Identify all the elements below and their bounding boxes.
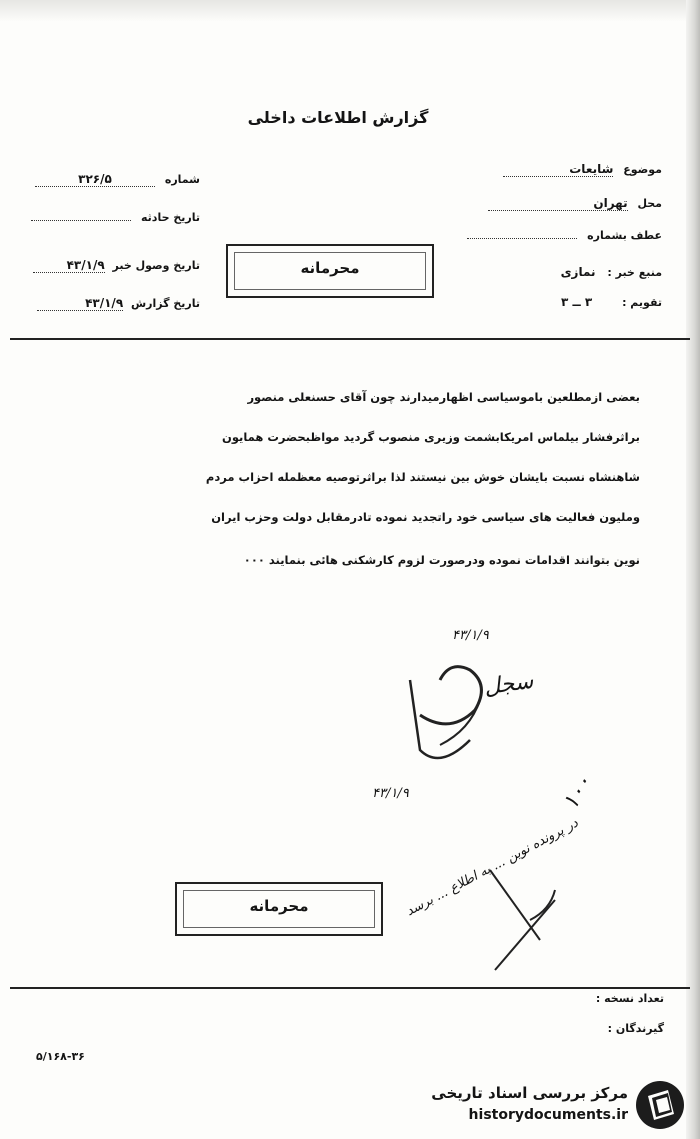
- field-calendar-label: تقویم :: [622, 296, 662, 309]
- field-receipt-date: [24, 258, 200, 273]
- field-calendar: [561, 295, 662, 309]
- field-reference-label: عطف بشماره: [587, 229, 662, 242]
- report-title: گزارش اطلاعات داخلی: [247, 108, 429, 127]
- body-line-1: بعضی ازمطلعین باموسیاسی اظهارمیدارند چون آقای حسنعلی منصور: [247, 390, 640, 404]
- field-source-label: منبع خبر :: [607, 266, 662, 279]
- annotation-handwritten-note: در پرونده نوین ... به اطلاع ... برسد: [403, 815, 581, 920]
- field-number-label: شماره: [164, 173, 200, 186]
- field-incident-date: [24, 211, 200, 224]
- annotation-date-2: ۴۳/۱/۹: [372, 786, 409, 801]
- handwritten-signature: [380, 640, 700, 980]
- body-line-5: نوین بتوانند اقدامات نموده ودرصورت لزوم کارشکنی هائی بنمایند ۰۰۰: [243, 553, 640, 567]
- stamp-label: محرمانه: [300, 259, 360, 277]
- field-report-date-label: تاریخ گزارش: [130, 297, 200, 310]
- body-line-3: شاهنشاه نسبت بایشان خوش بین نیستند لذا براثرتوصیه معظمله احزاب مردم: [205, 470, 640, 484]
- field-calendar-value: ۳ ــ ۳: [561, 295, 593, 309]
- copies-label: تعداد نسخه :: [595, 992, 664, 1005]
- body-line-4: وملیون فعالیت های سیاسی خود راتجدید نموده تادرمقابل دولت وحزب ایران: [211, 510, 640, 524]
- annotation-note-2: ۱۰۰: [558, 770, 598, 815]
- field-subject: [503, 162, 662, 177]
- field-report-date-value: ۴۳/۱/۹: [85, 296, 124, 310]
- brand-url: historydocuments.ir: [468, 1107, 628, 1123]
- field-location-value: تهران: [593, 196, 628, 210]
- field-source: [561, 265, 662, 279]
- field-reference: [467, 229, 662, 242]
- stamp-label-bottom: محرمانه: [249, 897, 309, 915]
- field-subject-label: موضوع: [623, 163, 662, 176]
- annotation-date-1: ۴۳/۱/۹: [452, 628, 489, 643]
- body-line-2: براثرفشار بیلماس امریکابشمت وزیری منصوب گردید مواظبحضرت همایون: [222, 430, 640, 444]
- document-code: ۵/۱۶۸-۳۶: [36, 1050, 85, 1063]
- field-report-date: [24, 296, 200, 311]
- field-number: [24, 172, 200, 187]
- field-subject-value: شایعات: [569, 162, 614, 176]
- brand-logo-icon: [634, 1078, 686, 1132]
- annotation-note-1: سجل: [482, 668, 535, 701]
- field-location: [488, 196, 662, 211]
- confidential-stamp: [226, 244, 434, 298]
- field-receipt-date-label: تاریخ وصول خبر: [112, 259, 200, 272]
- confidential-stamp-bottom: [175, 882, 383, 936]
- field-receipt-date-value: ۴۳/۱/۹: [66, 258, 105, 272]
- footer-divider: [10, 987, 690, 989]
- recipients-label: گیرندگان :: [607, 1022, 664, 1035]
- brand-name: مرکز بررسی اسناد تاریخی: [431, 1084, 628, 1102]
- scan-shadow-top: [0, 0, 700, 22]
- field-incident-date-label: تاریخ حادثه: [141, 211, 200, 224]
- header-divider: [10, 338, 690, 340]
- field-location-label: محل: [637, 197, 662, 210]
- field-source-value: نمازی: [560, 265, 596, 279]
- field-number-value: ۳۲۶/۵: [78, 172, 112, 186]
